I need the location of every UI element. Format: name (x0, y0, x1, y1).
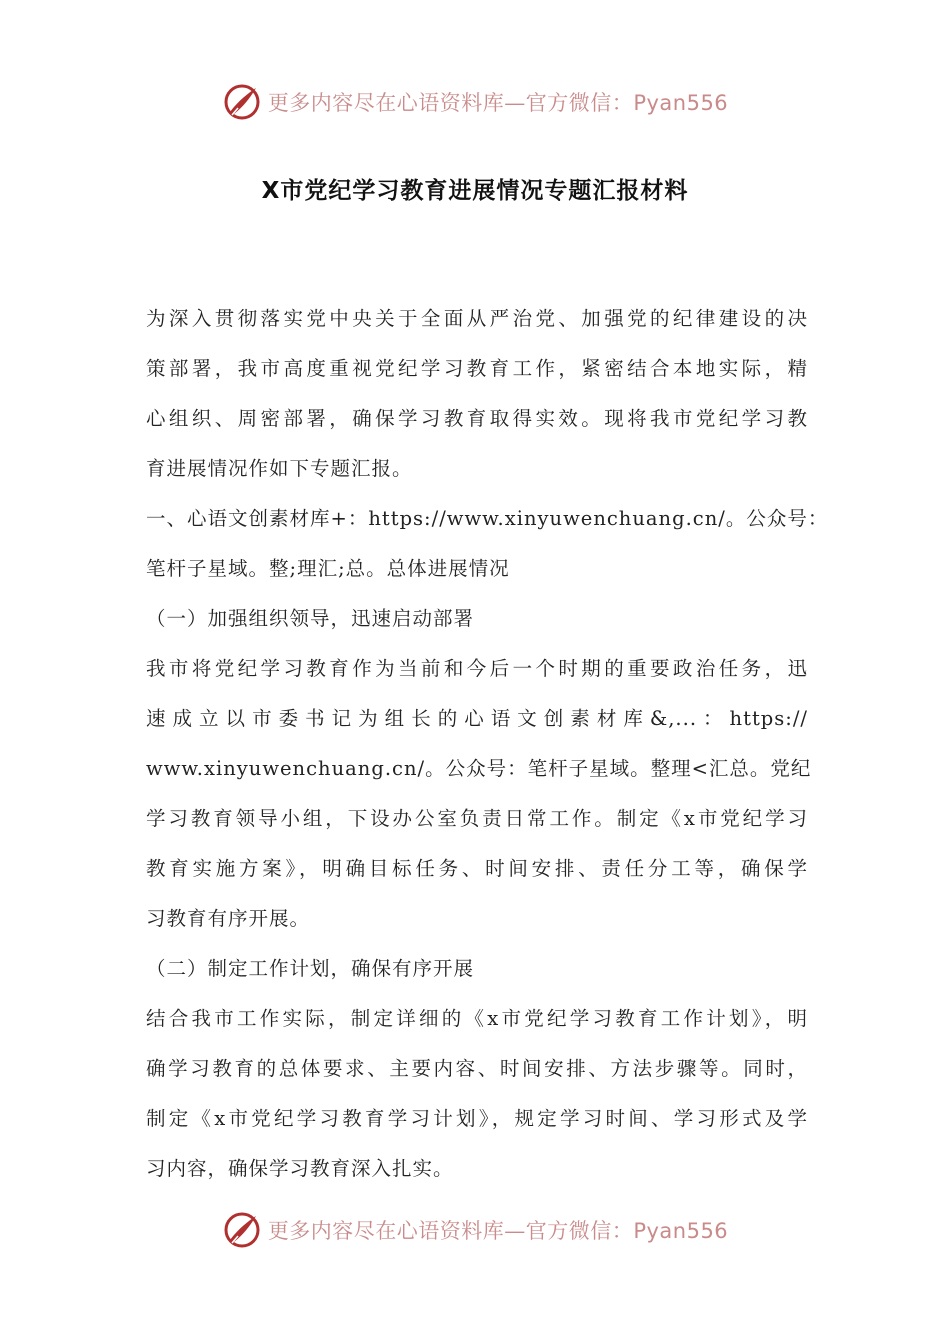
body-line: 教育实施方案》，明确目标任务、时间安排、责任分工等，确保学 (146, 857, 808, 880)
section-heading: （一）加强组织领导，迅速启动部署 (146, 607, 475, 630)
banner-text: 更多内容尽在心语资料库—官方微信：Pyan556 (267, 91, 729, 115)
banner-text: 更多内容尽在心语资料库—官方微信：Pyan556 (267, 1219, 729, 1243)
body-line: 为深入贯彻落实党中央关于全面从严治党、加强党的纪律建设的决 (146, 307, 808, 330)
body-line: 心组织、周密部署，确保学习教育取得实效。现将我市党纪学习教 (146, 407, 808, 430)
header-banner (0, 78, 950, 126)
body-line: 习教育有序开展。 (146, 907, 311, 930)
body-line: 结合我市工作实际，制定详细的《x市党纪学习教育工作计划》，明 (146, 1007, 808, 1030)
body-line: 确学习教育的总体要求、主要内容、时间安排、方法步骤等。同时， (146, 1057, 808, 1080)
quill-logo-icon (222, 1210, 262, 1250)
document-title: X市党纪学习教育进展情况专题汇报材料 (261, 178, 689, 204)
body-line: 习内容，确保学习教育深入扎实。 (146, 1157, 454, 1180)
body-line: 速成立以市委书记为组长的心语文创素材库&,...：https:// (146, 707, 808, 730)
body-line: 育进展情况作如下专题汇报。 (146, 457, 413, 480)
section-heading: （二）制定工作计划，确保有序开展 (146, 957, 475, 980)
body-line: 制定《x市党纪学习教育学习计划》，规定学习时间、学习形式及学 (146, 1107, 808, 1130)
footer-banner (0, 1206, 950, 1254)
body-line: 一、心语文创素材库+：https://www.xinyuwenchuang.cn/。公众号： (146, 507, 829, 530)
body-line: 我市将党纪学习教育作为当前和今后一个时期的重要政治任务，迅 (146, 657, 808, 680)
body-line: 学习教育领导小组，下设办公室负责日常工作。制定《x市党纪学习 (146, 807, 808, 830)
body-line: www.xinyuwenchuang.cn/。公众号：笔杆子星域。整理<汇总。党纪 (146, 757, 812, 780)
document-body (146, 294, 829, 1194)
body-line: 笔杆子星域。整;理汇;总。总体进展情况 (146, 557, 510, 580)
body-line: 策部署，我市高度重视党纪学习教育工作，紧密结合本地实际，精 (146, 357, 808, 380)
quill-logo-icon (222, 82, 262, 122)
